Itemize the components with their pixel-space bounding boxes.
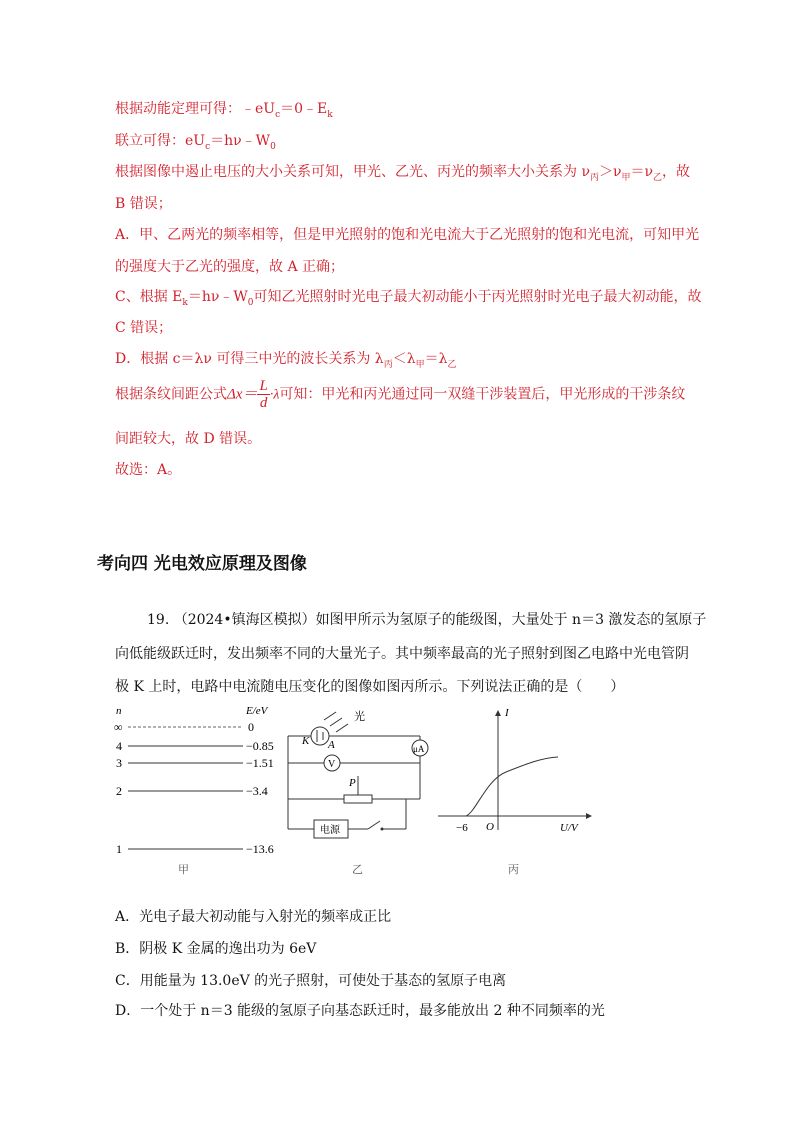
- solution-line-4: B 错误；: [115, 196, 172, 212]
- level-e-4: −0.85: [246, 739, 274, 753]
- option-b: B．阴极 K 金属的逸出功为 6eV: [115, 941, 317, 957]
- anode-label: A: [328, 739, 335, 751]
- stopping-voltage-label: −6: [456, 822, 468, 834]
- option-d: D．一个处于 n＝3 能级的氢原子向基态跃迁时，最多能放出 2 种不同频率的光: [115, 1003, 605, 1019]
- figure-circuit: [284, 700, 444, 880]
- caption-jia: 甲: [178, 864, 189, 876]
- level-e-3: −1.51: [246, 756, 274, 770]
- fraction-l-over-d: $\frac{L}{d}$: [259, 378, 268, 411]
- figure-energy-levels: [108, 700, 288, 880]
- solution-line-9: D．根据 c＝λν 可得三中光的波长关系为 $\lambda_丙<\lambda_甲=\lambda_乙$: [115, 351, 457, 370]
- slider-p-label: P: [349, 777, 356, 789]
- level-n-3: 3: [116, 756, 122, 770]
- solution-line-7: C、根据 $E_k=h\nu﹣W_0$可知乙光照射时光电子最大初动能小于丙光照射时光电子最大初动能，故: [115, 289, 702, 308]
- question-line-3: 极 K 上时，电路中电流随电压变化的图像如图丙所示。下列说法正确的是（ ）: [115, 679, 625, 695]
- phototube-icon: [311, 727, 329, 745]
- solution-line-2: 联立可得：$eU_c=h\nu﹣W_0$: [115, 133, 276, 152]
- solution-line-1: 根据动能定理可得：$﹣eU_c=0﹣E_k$: [115, 101, 333, 120]
- origin-label: O: [486, 821, 494, 833]
- power-source-label: 电源: [320, 825, 340, 836]
- level-n-2: 2: [116, 784, 122, 798]
- light-ray-1: [324, 712, 336, 720]
- rheostat-icon: [344, 795, 372, 803]
- level-e-1: −13.6: [246, 842, 274, 856]
- level-n-4: 4: [116, 739, 122, 753]
- switch-icon: [368, 821, 380, 829]
- option-c: C．用能量为 13.0eV 的光子照射，可使处于基态的氢原子电离: [115, 973, 507, 989]
- option-a: A．光电子最大初动能与入射光的频率成正比: [115, 909, 392, 925]
- energy-axis-label: E/eV: [246, 705, 268, 717]
- solution-line-10: 根据条纹间距公式Δx＝ $\frac{L}{d}$ ·λ可知：甲光和丙光通过同一双缝干涉装置后，甲光形成的干涉条纹: [115, 378, 686, 411]
- solution-line-8: C 错误；: [115, 320, 173, 336]
- cathode-label: K: [302, 735, 310, 747]
- solution-line-3: 根据图像中遏止电压的大小关系可知，甲光、乙光、丙光的频率大小关系为 $\nu_丙>\nu_甲=\nu_乙$，故: [115, 164, 691, 183]
- light-ray-2: [330, 718, 342, 726]
- light-ray-3: [336, 724, 348, 732]
- u-axis-label: U/V: [560, 822, 578, 834]
- microammeter-label: μA: [413, 744, 425, 754]
- caption-bing: 丙: [508, 864, 519, 876]
- light-label: 光: [354, 711, 365, 723]
- solution-line-11: 间距较大，故 D 错误。: [115, 431, 262, 447]
- voltmeter-label: V: [328, 759, 336, 770]
- u-axis-arrow: [586, 813, 592, 819]
- solution-line-5: A．甲、乙两光的频率相等，但是甲光照射的饱和光电流大于乙光照射的饱和光电流，可知甲光: [115, 227, 700, 243]
- level-e-inf: 0: [248, 720, 254, 734]
- level-n-inf: ∞: [114, 720, 123, 734]
- i-axis-arrow: [495, 710, 501, 716]
- solution-line-6: 的强度大于乙光的强度，故 A 正确；: [115, 259, 345, 275]
- caption-yi: 乙: [352, 864, 363, 876]
- level-e-2: −3.4: [246, 784, 268, 798]
- solution-line-12: 故选：A。: [115, 462, 182, 478]
- i-axis-label: I: [505, 707, 509, 719]
- question-line-1: 19. （2024•镇海区模拟）如图甲所示为氢原子的能级图，大量处于 n＝3 激发态的氢原子: [147, 612, 707, 628]
- level-n-1: 1: [116, 842, 122, 856]
- question-line-2: 向低能级跃迁时，发出频率不同的大量光子。其中频率最高的光子照射到图乙电路中光电管阴: [115, 646, 689, 662]
- n-axis-label: n: [116, 705, 122, 717]
- figure-iu-graph: [436, 700, 596, 880]
- section-heading: 考向四 光电效应原理及图像: [97, 554, 307, 574]
- iu-curve: [466, 757, 558, 816]
